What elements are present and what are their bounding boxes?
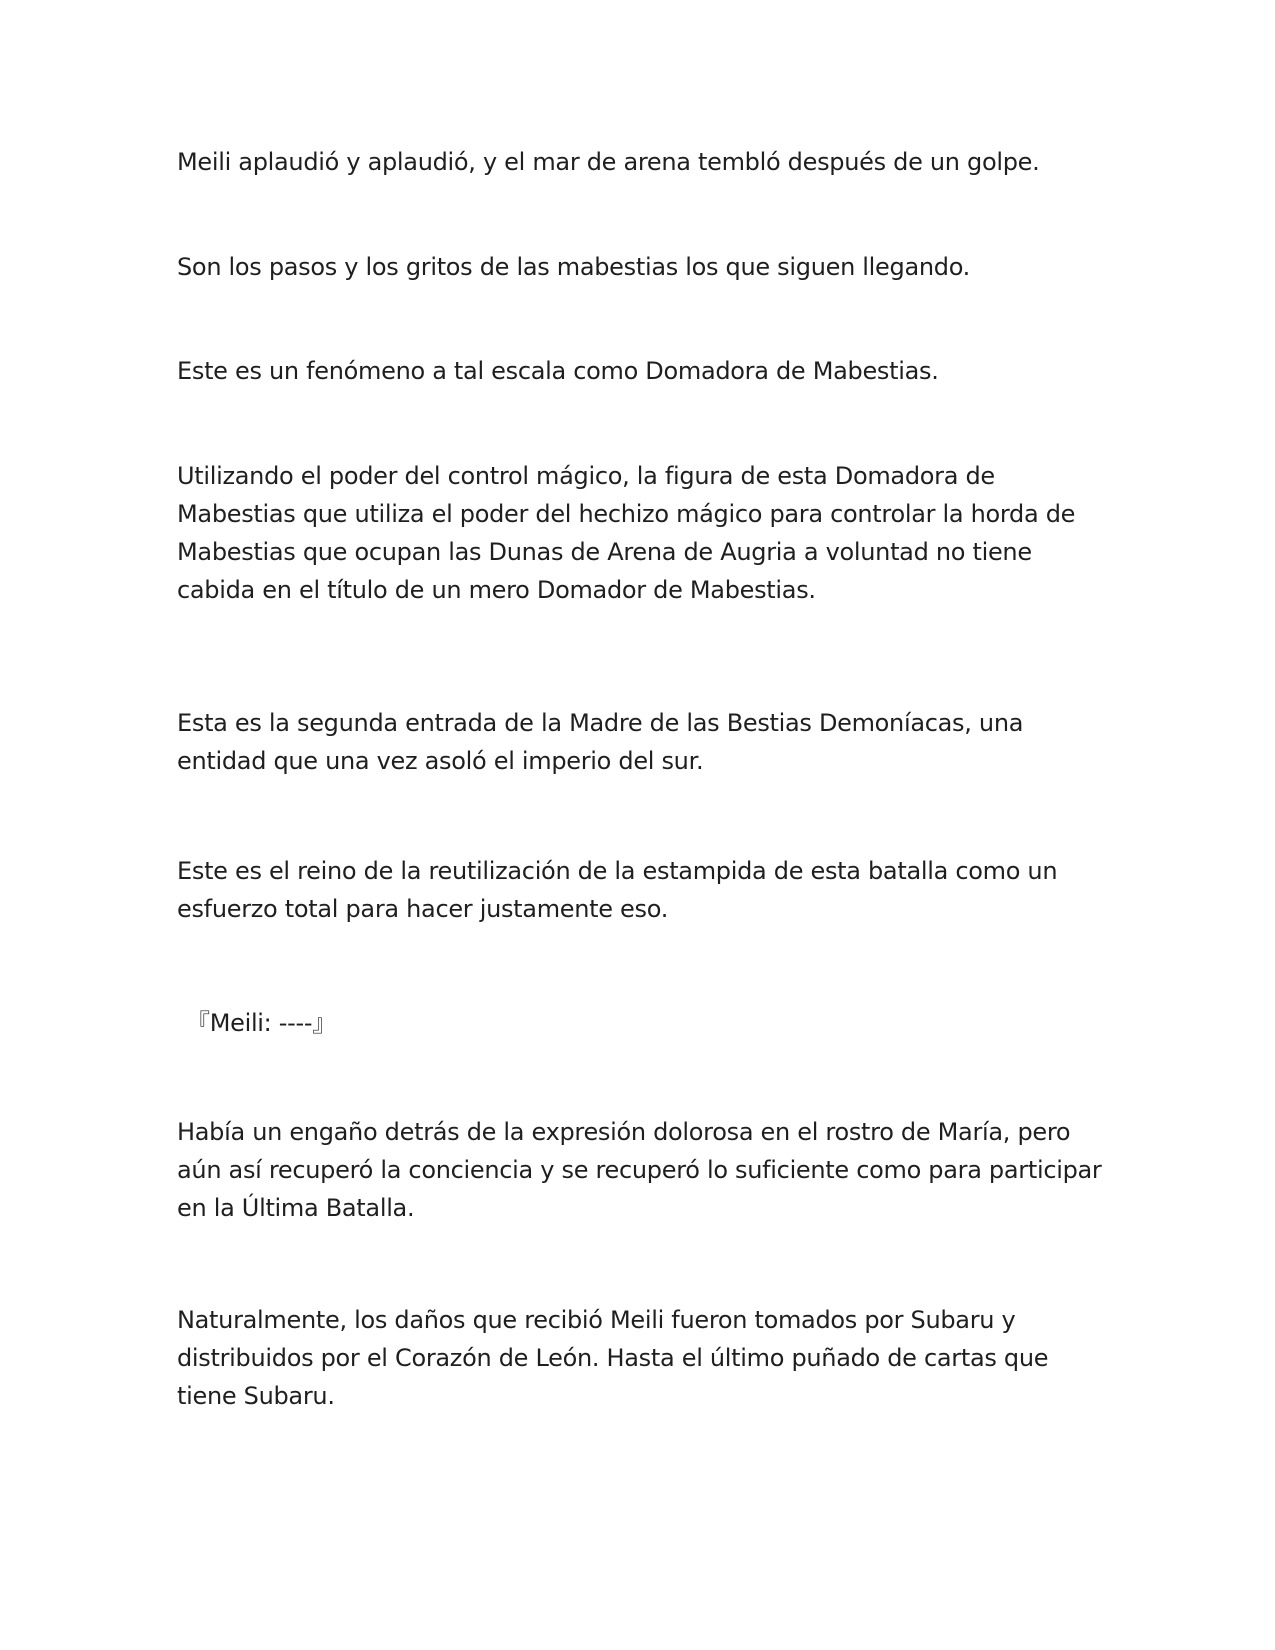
paragraph-2: Son los pasos y los gritos de las mabestias los que siguen llegando. <box>177 253 970 281</box>
paragraph-4: Utilizando el poder del control mágico, la figura de esta Domadora de Mabestias que utiliza el poder del hechizo mágico para controlar la horda de Mabestias que ocupan las Dunas de Arena de Augria a voluntad no tiene cabida en el título de un mero Domador de Mabestias. <box>177 462 1076 604</box>
paragraph-6: Este es el reino de la reutilización de la estampida de esta batalla como un esfuerzo total para hacer justamente eso. <box>177 857 1058 923</box>
paragraph-5: Esta es la segunda entrada de la Madre de las Bestias Demoníacas, una entidad que una vez asoló el imperio del sur. <box>177 709 1024 775</box>
paragraph-3: Este es un fenómeno a tal escala como Domadora de Mabestias. <box>177 357 939 385</box>
paragraph-1: Meili aplaudió y aplaudió, y el mar de arena tembló después de un golpe. <box>177 148 1040 176</box>
dialogue-line: 『Meili: ----』 <box>186 1009 336 1037</box>
paragraph-9: Naturalmente, los daños que recibió Meili fueron tomados por Subaru y distribuidos por el Corazón de León. Hasta el último puñado de cartas que tiene Subaru. <box>177 1306 1049 1410</box>
paragraph-8: Había un engaño detrás de la expresión dolorosa en el rostro de María, pero aún así recuperó la conciencia y se recuperó lo suficiente como para participar en la Última Batalla. <box>177 1118 1102 1222</box>
